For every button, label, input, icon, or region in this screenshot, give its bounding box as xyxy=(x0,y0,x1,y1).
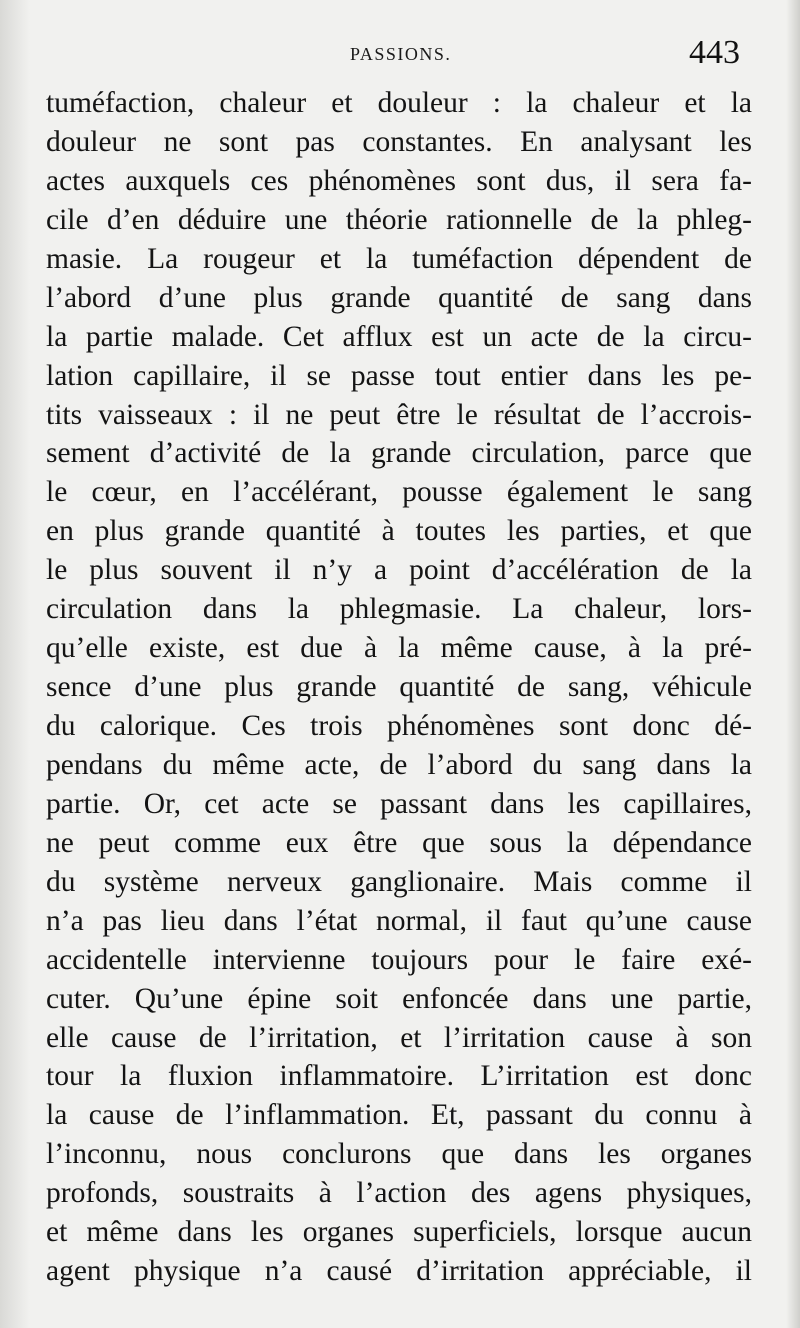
text-line: l’abord d’une plus grande quantité de sang dans xyxy=(46,281,752,314)
page-number: 443 xyxy=(689,34,740,71)
text-line: en plus grande quantité à toutes les parties, et que xyxy=(46,515,752,548)
body-text xyxy=(46,84,752,1291)
text-line: masie. La rougeur et la tuméfaction dépendent de xyxy=(46,242,752,275)
text-line: cile d’en déduire une théorie rationnelle de la phleg- xyxy=(46,203,752,236)
text-line: circulation dans la phlegmasie. La chaleur, lors- xyxy=(46,593,752,626)
text-line: le cœur, en l’accélérant, pousse également le sang xyxy=(46,476,752,509)
text-line: elle cause de l’irritation, et l’irritation cause à son xyxy=(46,1021,752,1054)
text-line: sence d’une plus grande quantité de sang, véhicule xyxy=(46,671,752,704)
text-line: tits vaisseaux : il ne peut être le résultat de l’accrois- xyxy=(46,398,752,431)
text-line: le plus souvent il n’y a point d’accélération de la xyxy=(46,554,752,587)
text-line: n’a pas lieu dans l’état normal, il faut qu’une cause xyxy=(46,904,752,937)
text-line: lation capillaire, il se passe tout entier dans les pe- xyxy=(46,359,752,392)
text-line: cuter. Qu’une épine soit enfoncée dans une partie, xyxy=(46,982,752,1015)
text-line: du calorique. Ces trois phénomènes sont donc dé- xyxy=(46,710,752,742)
text-line: et même dans les organes superficiels, lorsque aucun xyxy=(46,1216,752,1249)
text-line: la cause de l’inflammation. Et, passant du connu à xyxy=(46,1099,752,1132)
running-head: PASSIONS. xyxy=(350,44,452,64)
text-line: partie. Or, cet acte se passant dans les capillaires, xyxy=(46,787,752,820)
text-line: la partie malade. Cet afflux est un acte de la circu- xyxy=(46,320,752,353)
text-line: actes auxquels ces phénomènes sont dus, il sera fa- xyxy=(46,164,752,197)
text-line: agent physique n’a causé d’irritation appréciable, il xyxy=(46,1255,752,1288)
text-line: tour la fluxion inflammatoire. L’irritation est donc xyxy=(46,1060,752,1093)
text-line: l’inconnu, nous conclurons que dans les organes xyxy=(46,1138,752,1171)
text-line: tuméfaction, chaleur et douleur : la chaleur et la xyxy=(46,87,752,119)
text-line: sement d’activité de la grande circulation, parce que xyxy=(46,437,752,470)
text-line: profonds, soustraits à l’action des agens physiques, xyxy=(46,1177,752,1210)
text-line: accidentelle intervienne toujours pour le faire exé- xyxy=(46,943,752,976)
text-line: douleur ne sont pas constantes. En analysant les xyxy=(46,125,752,158)
text-line: ne peut comme eux être que sous la dépendance xyxy=(46,826,752,859)
text-line: pendans du même acte, de l’abord du sang dans la xyxy=(46,748,752,781)
text-line: du système nerveux ganglionaire. Mais comme il xyxy=(46,865,752,898)
text-line: qu’elle existe, est due à la même cause, à la pré- xyxy=(46,632,752,665)
